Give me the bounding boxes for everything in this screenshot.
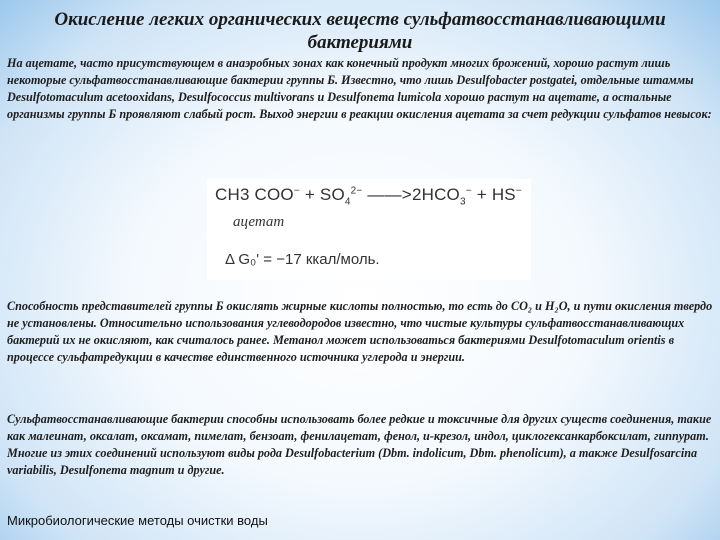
- reaction-equation: [215, 185, 522, 207]
- paragraph-toxic-compounds: Сульфатвосстанавливающие бактерии способны использовать более редкие и токсичные для других существ соединения, такие как малеинат, оксалат, оксамат, пимелат, бензоат, фенилацетат, фенол, и-крезол, индол, циклогексанкарбоксилат, гиппурат. Многие из этих соединений используют виды рода Desulfobacterium (Dbm. indolicum, Dbm. phenolicum), а также Desulfosarcina variabilis, Desulfonema magnum и другие.: [7, 412, 712, 478]
- equation-label-acetate: ацетат: [233, 214, 285, 230]
- charge: 2−: [350, 185, 363, 197]
- subscript: 3: [459, 196, 466, 208]
- reaction-equation-image: [207, 179, 531, 280]
- charge: −: [515, 185, 522, 197]
- product-bicarbonate: 2HCO: [411, 185, 460, 204]
- charge: −: [293, 185, 300, 197]
- product-hydrosulfide: HS: [491, 185, 516, 204]
- charge: −: [465, 185, 472, 197]
- plus-sign: +: [304, 185, 315, 204]
- free-energy-value: Δ G₀' = −17 ккал/моль.: [225, 251, 380, 268]
- reaction-arrow: ——>: [367, 185, 412, 204]
- paragraph-fatty-acids: Способность представителей группы Б окислять жирные кислоты полностью, то есть до CO₂ и H₂O, и пути окисления твердо не установлены. Относительно использования углеводородов известно, что чистые культуры сульфатвосстанавливающих бактерий их не окисляют, как считалось ранее. Метанол может использоваться бактериями Desulfotomaculum orientis в процессе сульфатредукции в качестве единственного источника углерода и энергии.: [7, 299, 713, 365]
- paragraph-acetate: На ацетате, часто присутствующем в анаэробных зонах как конечный продукт многих брожений, хорошо растут лишь некоторые сульфатвосстанавливающие бактерии группы Б. Известно, что лишь Desulfobacter postgatei, отдельные штаммы Desulfotomaculum acetooxidans, Desulfococcus multivorans и Desulfonema lumicola хорошо растут на ацетате, а остальные организмы группы Б проявляют слабый рост. Выход энергии в реакции окисления ацетата за счет редукции сульфатов невысок:: [7, 56, 712, 122]
- footer-caption: Микробиологические методы очистки воды: [7, 513, 268, 528]
- plus-sign: +: [476, 185, 487, 204]
- page-title: Окисление легких органических веществ сульфатвосстанавливающими бактериями: [54, 9, 666, 53]
- reactant-acetate: CH3 COO: [215, 185, 294, 204]
- subscript: 4: [344, 196, 351, 208]
- reactant-sulfate: SO: [319, 185, 345, 204]
